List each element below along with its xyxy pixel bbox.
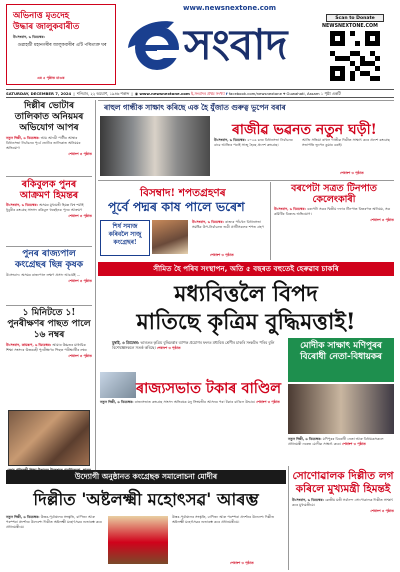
north-east-bar[interactable]: [6, 470, 286, 484]
lead-body-block: [214, 138, 298, 148]
sonowal-dateline: উ:সংবাদ, ৬ ডিচেম্বৰ:: [292, 498, 324, 502]
swearing-sidebox-text: শিৰ্ষ সমাজ কৰিবলৈ সাজু কংগ্ৰেছৰ!: [108, 223, 142, 246]
rajyasabha-more-link[interactable]: শেষাংশ ৩ পৃষ্ঠাত: [256, 400, 280, 404]
ajmal-story[interactable]: [6, 249, 92, 303]
swearing-headline-2[interactable]: পূৰ্বে পদ্মৰ কাষ পালে ভৰেশ: [108, 199, 245, 214]
barpeta-body: বৰপেটা সত্ৰৰ দ্বিতীয় দফাৰ টিনপাত বিতৰণত অনিয়ম, সত্ৰ কমিটিৰ বিৰুদ্ধে অভিযোগ।: [274, 207, 391, 216]
modi-box[interactable]: [288, 338, 394, 382]
ashtalakshmi-more-link[interactable]: শেষাংশ ৩ পৃষ্ঠাত: [230, 561, 254, 565]
logo[interactable]: [124, 14, 314, 74]
delhi-body: আম আদমী পাৰ্টীৰ আম্বাৰ বিধানসভা নিৰ্বাচনৰ পূৰ্বে ভোটাৰ তালিকাত অনিয়মৰ অভিযোগ: [6, 136, 81, 150]
delhi-dateline: নতুন দিল্লী, ৬ ডিচেম্বৰ:: [6, 136, 40, 140]
delhi-headline[interactable]: দিল্লীৰ ভোটাৰ তালিকাত অনিয়মৰ অভিযোগ আপৰ: [14, 101, 84, 133]
swearing-body-block: [192, 220, 266, 230]
modi-dateline: নতুন দিল্লী, ৬ ডিচেম্বৰ:: [288, 437, 322, 441]
modi-photo: [288, 384, 394, 434]
barpeta-headline[interactable]: বৰপেটা সত্ৰত টিনপাত কেলেংকাৰী: [291, 183, 377, 205]
swearing-sidebox[interactable]: [100, 220, 150, 256]
logo-name: সংবাদ: [184, 20, 288, 69]
lead-body: ২০২৬ চনৰ বিধানসভা নিৰ্বাচনৰ বাবে আজিৰ পৰাই সাজু হৈছে প্ৰদেশ কংগ্ৰেছ।: [214, 138, 293, 147]
swearing-dateline: উ:সংবাদ, ৬ ডিচেম্বৰ:: [192, 220, 224, 224]
ajmal-body: উ:সংবাদ: অসমৰ ৰাজ্যপাল লক্ষণ প্ৰসাদ আচাৰ্যই ...: [6, 273, 81, 277]
date-assamese: শনিবাৰ, ২২ অঘোণ, ১৯৪৬ শকাব্দ: [76, 91, 130, 96]
facebook-icon: f: [225, 91, 228, 96]
modi-more-link[interactable]: শেষাংশ ৩ পৃষ্ঠাত: [342, 442, 366, 446]
sonowal-story[interactable]: [292, 470, 394, 568]
dateline-site[interactable]: www.newsnextone.com: [139, 91, 190, 96]
dateline-facebook[interactable]: facebook.com/newsnextone: [228, 91, 282, 96]
ashtalakshmi-photo: [108, 516, 168, 564]
ai-headline-2[interactable]: মাতিছে কৃত্ৰিম বুদ্ধিমত্তাই!: [136, 309, 356, 335]
ai-headline-1[interactable]: মধ্যবিত্তলৈ বিপদ: [174, 281, 318, 307]
qr-code-icon: [330, 31, 380, 81]
sonowal-more-link[interactable]: শেষাংশ ৩ পৃষ্ঠাত: [370, 509, 394, 513]
dateline-bar: SATURDAY, DECEMBER 7, 2024 | শনিবাৰ, ২২ অঘোণ, ১৯৪৬ শকাব্দ | ◉ www.newsnextone.com ই-সংবাদৰ প্ৰথম সংখ্যা f facebook.com/newsnextone ⌖ Guwahati, Assam ১ পৃষ্ঠা একটি: [6, 89, 394, 98]
dateline-pages: ১ পৃষ্ঠা একটি: [320, 91, 341, 96]
ashtalakshmi-body-block: [6, 515, 104, 530]
globe-icon: ◉: [134, 91, 139, 96]
teaser-more-link[interactable]: এৰ ৫ পৃষ্ঠাত চাওক: [37, 76, 65, 80]
ai-more-link[interactable]: শেষাংশ ৩ পৃষ্ঠাত: [156, 346, 181, 350]
modi-headline[interactable]: মোদীক সাক্ষাৎ মণিপুৰৰ বিৰোধী নেতা-বিধায়কৰ: [300, 341, 382, 362]
ricky-headline[interactable]: ৰকিবুলক পুনৰ আক্ৰমণ হিমন্তৰ: [19, 179, 79, 201]
sonowal-headline[interactable]: সোণোৱালক দিল্লীত লগ কৰিলে মুখ্যমন্ত্ৰী হিমন্তই: [292, 470, 394, 495]
date-english: SATURDAY, DECEMBER 7, 2024: [6, 91, 72, 96]
north-east-bar-text: উদ্যোগী অনুষ্ঠানত কংগ্ৰেছক সমালোচনা মোদীৰ: [74, 472, 218, 481]
ashtalakshmi-headline[interactable]: দিল্লীত 'অষ্টলক্ষ্মী মহোৎসৱ' আৰম্ভ: [33, 490, 259, 509]
ai-body-block: [112, 340, 278, 351]
dateline-place: Guwahati, Assam: [286, 91, 320, 96]
qr-site: NEWSNEXTONE.COM: [322, 24, 378, 29]
modi-body: মণিপুৰৰ বিৰোধী নেতা আৰু বিধায়কসকলে প্ৰধানমন্ত্ৰী নৰেন্দ্ৰ মোদীক সাক্ষাৎ কৰে।: [288, 437, 384, 446]
honey-body: আমাৰ উচ্চতৰ মাধ্যমিক শিক্ষা সংসদৰ উত্তৰবহী পুনৰীক্ষণৰ পিছত পৰীক্ষাৰ্থীৰ নম্বৰ: [6, 343, 87, 352]
delhi-voter-story[interactable]: [6, 101, 92, 173]
ricky-story[interactable]: [6, 179, 92, 241]
rajyasabha-photo: [100, 372, 136, 398]
website-url[interactable]: www.newsnextone.com: [183, 4, 277, 12]
ajmal-more-link[interactable]: শেষাংশ ৩ পৃষ্ঠাত: [68, 279, 92, 283]
swearing-photo: [152, 220, 188, 254]
ajmal-headline[interactable]: পুনৰ ৰাজ্যপাল কংগ্ৰেছৰ ছিন্ন কৃষক: [14, 249, 84, 270]
lead-photo: [100, 116, 210, 176]
ricky-body: অসমৰ মুখ্যমন্ত্ৰী হিমন্ত বিশ্ব শৰ্মাই ধুবুৰীৰ কংগ্ৰেছ সাংসদ ৰকিবুল হুছেইনক পুনৰ আক্ৰমণ: [6, 203, 84, 212]
logo-e-mark: [124, 14, 188, 74]
ribbon-text: সীমিত হৈ পৰিব সংস্থাপন, অতি ৫ বছৰত বহুতেই হেৰুৱাব চাকৰি: [153, 264, 339, 273]
rajyasabha-body-block: [100, 400, 284, 405]
location-icon: ⌖: [283, 91, 286, 96]
ashtalakshmi-dateline: নতুন দিল্লী, ৬ ডিচেম্বৰ:: [6, 515, 40, 519]
ribbon-banner[interactable]: [98, 262, 394, 276]
barpeta-more-link[interactable]: শেষাংশ ৩ পৃষ্ঠাত: [370, 218, 394, 222]
ricky-more-link[interactable]: শেষাংশ ৩ পৃষ্ঠাত: [68, 214, 92, 218]
rajyasabha-dateline: নতুন দিল্লী, ৬ ডিচেম্বৰ:: [100, 400, 134, 404]
ai-body: ভাৰতত কৃত্ৰিম বুদ্ধিমত্তাৰ ব্যাপক প্ৰয়োগৰ ফলত মধ্যবিত্ত শ্ৰেণীৰ চাকৰি সংকটত পৰিব বুলি বিশেষজ্ঞসকলে সতৰ্ক কৰিছে।: [112, 340, 275, 350]
qr-donate-box[interactable]: [320, 14, 392, 84]
honey-photo: [8, 410, 90, 466]
ai-dateline: মুম্বাই, ৬ ডিচেম্বৰ:: [112, 340, 140, 345]
modi-body-block: [288, 437, 394, 447]
swearing-body: ৰাজ্যৰ পাঁচখন বিধানসভা সমষ্টিৰ উপ-নিৰ্বাচনত জয়ী প্ৰাৰ্থীসকলৰ শপত গ্ৰহণ: [192, 220, 264, 229]
teaser-headline-2: উদ্ধাৰ জালুকবাৰীত: [13, 22, 80, 32]
sonowal-body: কেন্দ্ৰীয় মন্ত্ৰী সৰ্বানন্দ সোণোৱালক দিল্লীত সাক্ষাৎ কৰে মুখ্যমন্ত্ৰীয়ে।: [292, 498, 394, 507]
rajyasabha-headline[interactable]: ৰাজ্যসভাত টকাৰ বাণ্ডিল: [136, 380, 282, 397]
barpeta-story[interactable]: [274, 183, 394, 259]
honey-headline[interactable]: ১ মিনিটতে ১! পুনৰীক্ষণৰ পাছত পালে ১৬ নম্বৰ: [7, 308, 91, 340]
qr-title: Scan to Donate: [326, 14, 384, 22]
honey-dateline: উ:সংবাদ, কামৰূপ, ৬ ডিচেম্বৰ:: [6, 343, 52, 347]
teaser-body: গুৱাহাটী মহানগৰীৰ জালুকবাৰীৰ এটি পৰিত্যক্ত ঘৰ: [17, 43, 107, 48]
lead-headline[interactable]: ৰাজীৱ ভৱনত নতুন ঘড়ী!: [232, 122, 377, 138]
ashtalakshmi-body-2: উত্তৰ-পূৰ্বাঞ্চলৰ সংস্কৃতি, বাণিজ্য আৰু পৰম্পৰা প্ৰদৰ্শনৰ উদ্দেশ্যে দিল্লীত অষ্টলক্ষ্মী মহোৎসৱৰ শুভাৰম্ভ কৰে প্ৰধানমন্ত্ৰীয়ে।: [172, 515, 275, 524]
rajyasabha-body: ৰাজ্যসভাত কংগ্ৰেছ সাংসদ অভিষেক মনু সিংঘভীৰ আসনৰ পৰা টকাৰ বাণ্ডিল উদ্ধাৰ।: [134, 400, 256, 404]
barpeta-dateline: উ:সংবাদ, ৬ ডিচেম্বৰ:: [274, 207, 306, 211]
delhi-more-link[interactable]: শেষাংশ ৩ পৃষ্ঠাত: [68, 152, 92, 156]
masthead-left-teaser[interactable]: [6, 4, 116, 85]
ashtalakshmi-body: উত্তৰ-পূৰ্বাঞ্চলৰ সংস্কৃতি, বাণিজ্য আৰু পৰম্পৰা প্ৰদৰ্শনৰ উদ্দেশ্যে দিল্লীত অষ্টলক্ষ্মী মহোৎসৱৰ শুভাৰম্ভ কৰে প্ৰধানমন্ত্ৰীয়ে।: [6, 515, 102, 529]
swearing-headline-1[interactable]: বিসম্বাদ! শপতগ্ৰহণৰ: [140, 187, 226, 199]
swearing-more-link[interactable]: শেষাংশ ৩ পৃষ্ঠাত: [210, 253, 234, 257]
honey-more-link[interactable]: শেষাংশ ৩ পৃষ্ঠাত: [68, 354, 92, 358]
lead-dateline: উ:সংবাদ, ৬ ডিচেম্বৰ:: [214, 138, 246, 142]
lead-kicker[interactable]: ৰাহুল গান্ধীক সাক্ষাৎ কৰিছে এক হৈ যুঁজাত গুৰুত্ব ভুপেন বৰাৰ: [104, 103, 286, 112]
dateline-note: ই-সংবাদৰ প্ৰথম সংখ্যা: [191, 91, 225, 96]
teaser-headline-1: অভিনাত্ত মৃতদেহ: [13, 11, 70, 21]
ricky-dateline: উ:সংবাদ, ৬ ডিচেম্বৰ:: [6, 203, 38, 207]
lead-more-link[interactable]: শেষাংশ ৩ পৃষ্ঠাত: [340, 171, 364, 175]
teaser-dateline: উ:সংবাদ, ৬ ডিচেম্বৰ:: [13, 35, 45, 39]
honey-story[interactable]: [6, 308, 92, 408]
lead-body-2: আজি সন্ধিয়া ৰাহুল গান্ধীক দিল্লীত সাক্ষাৎ কৰে প্ৰদেশ কংগ্ৰেছ সভাপতি ভূপেন কুমাৰ বৰাই।: [302, 138, 390, 147]
